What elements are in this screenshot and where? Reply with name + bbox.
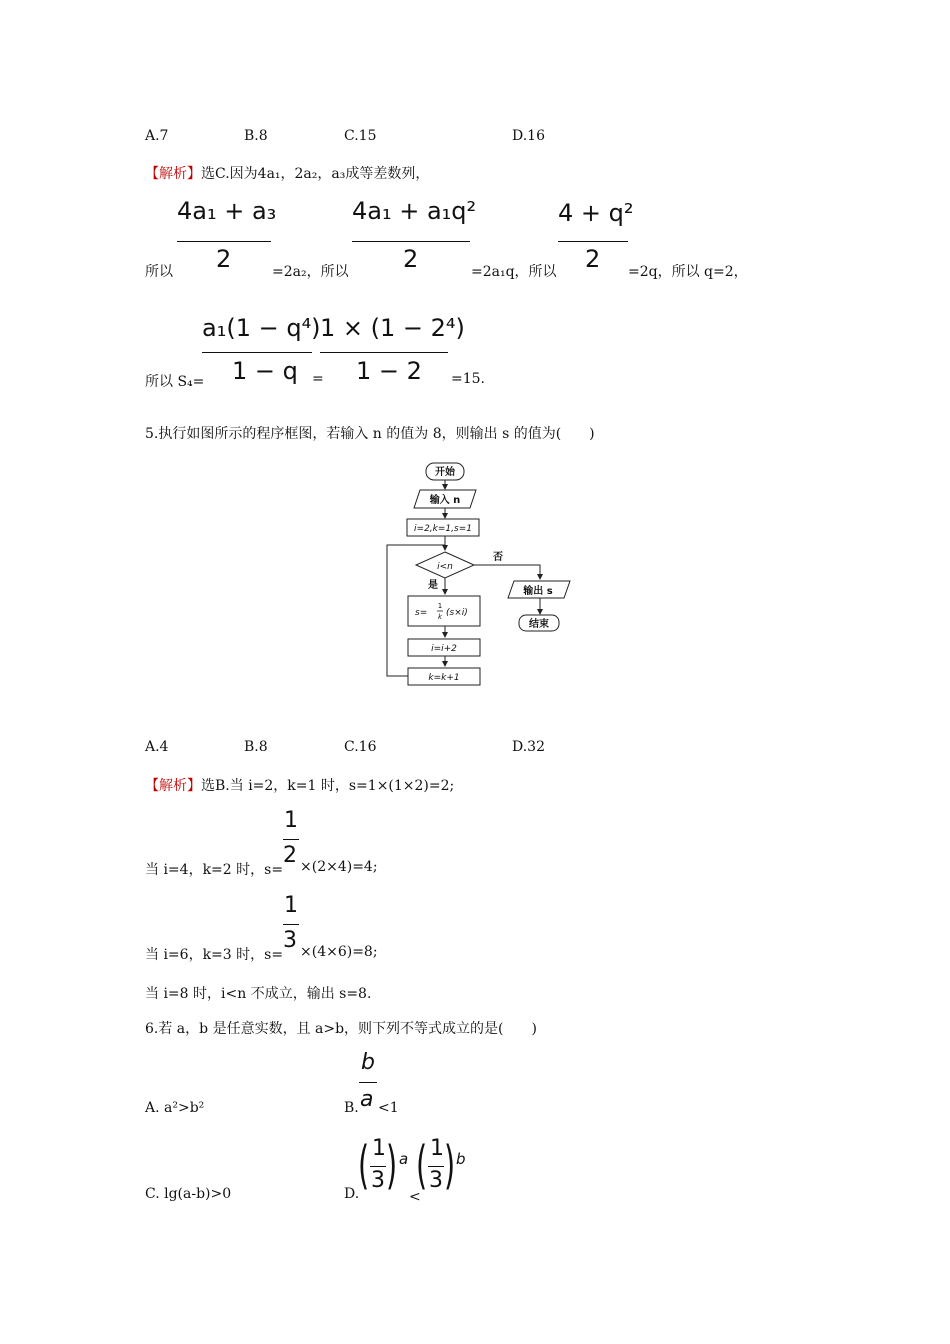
q6-d-lt: < <box>409 1189 421 1205</box>
q4-frac1-numerator: 4a₁ + a₃ <box>177 197 277 225</box>
q6-stem: 6.若 a，b 是任意实数，且 a>b，则下列不等式成立的是( ) <box>145 1021 537 1037</box>
flow-s-rest: (s×i) <box>446 608 468 618</box>
q6-d-num1: 1 <box>372 1136 386 1161</box>
q4-s4-result: =15. <box>451 371 485 387</box>
flow-output-text: 输出 s <box>523 586 553 597</box>
q6-option-b-label: B. <box>344 1100 359 1116</box>
q4-seg4: =2q，所以 q=2， <box>628 264 748 280</box>
q4-frac5-bar <box>320 352 448 353</box>
q4-s4-prefix: 所以 S₄= <box>145 374 205 390</box>
q5-l2-pre: 当 i=4，k=2 时，s= <box>145 862 284 878</box>
flow-s-prefix: s= <box>415 608 428 618</box>
q5-l4: 当 i=8 时，i<n 不成立，输出 s=8. <box>145 986 372 1002</box>
q6-d-den2: 3 <box>429 1168 443 1193</box>
flow-s-num: 1 <box>437 602 443 610</box>
q5-option-a: A.4 <box>145 739 169 755</box>
q6-d-lparen1: ( <box>358 1136 370 1196</box>
flow-step-i-text: i=i+2 <box>431 644 457 654</box>
q6-d-exp2: b <box>456 1150 466 1168</box>
q4-frac3-numerator: 4 + q² <box>558 199 634 227</box>
q4-frac2-bar <box>352 241 470 242</box>
q4-seg3: =2a₁q，所以 <box>471 264 557 280</box>
q4-line1-text: 选C.因为4a₁，2a₂，a₃成等差数列， <box>201 166 430 182</box>
q6-d-bar2 <box>428 1166 444 1167</box>
q4-seg1: 所以 <box>145 264 173 280</box>
q4-frac5-numerator: 1 × (1 − 2⁴) <box>320 314 465 342</box>
q6-option-c: C. lg(a-b)>0 <box>145 1186 232 1202</box>
flow-no-label: 否 <box>493 552 503 563</box>
q5-l2-num: 1 <box>284 808 298 833</box>
q5-l3-num: 1 <box>284 893 298 918</box>
q5-stem: 5.执行如图所示的程序框图，若输入 n 的值为 8，则输出 s 的值为( ) <box>145 426 595 442</box>
flow-init-text: i=2,k=1,s=1 <box>414 524 472 534</box>
q4-frac2-denominator: 2 <box>403 245 419 273</box>
q5-option-d: D.32 <box>512 739 545 755</box>
q6-b-num: b <box>361 1050 375 1075</box>
q4-s4-eq: = <box>312 371 324 387</box>
q6-d-exp1: a <box>399 1150 409 1168</box>
q4-frac5-denominator: 1 − 2 <box>356 357 422 385</box>
q4-solution-line1 <box>145 163 429 183</box>
q4-frac4-numerator: a₁(1 − q⁴) <box>202 314 321 342</box>
q4-option-b: B.8 <box>244 128 268 144</box>
q5-l3-den: 3 <box>283 928 297 953</box>
flow-start-text: 开始 <box>435 467 455 478</box>
flowchart <box>380 455 580 695</box>
q5-option-b: B.8 <box>244 739 268 755</box>
q6-d-bar1 <box>370 1166 386 1167</box>
q6-option-a: A. a²>b² <box>145 1100 205 1116</box>
q5-l2-den: 2 <box>283 843 297 868</box>
q4-frac3-denominator: 2 <box>585 245 601 273</box>
q4-frac3-bar <box>558 241 628 242</box>
q5-l2-post: ×(2×4)=4; <box>300 859 378 875</box>
q6-d-lparen2: ( <box>416 1136 428 1196</box>
flow-s-den: k <box>437 613 443 621</box>
q5-line1-text: 选B.当 i=2，k=1 时，s=1×(1×2)=2; <box>201 778 455 794</box>
q6-b-den: a <box>360 1087 374 1112</box>
q4-option-d: D.16 <box>512 128 545 144</box>
q4-jiexi-label: 【解析】 <box>145 166 201 182</box>
q4-option-c: C.15 <box>344 128 377 144</box>
q4-seg2: =2a₂，所以 <box>272 264 349 280</box>
q6-b-bar <box>359 1082 377 1083</box>
q6-d-rparen2: ) <box>444 1136 456 1196</box>
q5-l2-bar <box>283 839 299 840</box>
q6-d-num2: 1 <box>430 1136 444 1161</box>
flow-step-k-text: k=k+1 <box>428 673 460 683</box>
q4-frac4-denominator: 1 − q <box>232 357 298 385</box>
q4-frac1-denominator: 2 <box>216 245 232 273</box>
flow-end-text: 结束 <box>529 619 549 630</box>
q6-d-den1: 3 <box>371 1168 385 1193</box>
q4-option-a: A.7 <box>145 128 169 144</box>
q5-l3-pre: 当 i=6，k=3 时，s= <box>145 947 284 963</box>
q4-frac4-bar <box>202 352 312 353</box>
q6-b-post: <1 <box>378 1100 399 1116</box>
q5-l3-bar <box>283 924 299 925</box>
q4-frac2-numerator: 4a₁ + a₁q² <box>352 197 477 225</box>
q5-option-c: C.16 <box>344 739 377 755</box>
q5-l3-post: ×(4×6)=8; <box>300 944 378 960</box>
flow-cond-text: i<n <box>437 562 453 572</box>
q6-d-rparen1: ) <box>386 1136 398 1196</box>
flow-yes-label: 是 <box>428 580 438 591</box>
q4-frac1-bar <box>177 241 271 242</box>
q6-option-d-label: D. <box>344 1186 360 1202</box>
q5-jiexi-label: 【解析】 <box>145 778 201 794</box>
q5-solution-line1 <box>145 775 454 795</box>
flow-input-text: 输入 n <box>429 495 461 506</box>
